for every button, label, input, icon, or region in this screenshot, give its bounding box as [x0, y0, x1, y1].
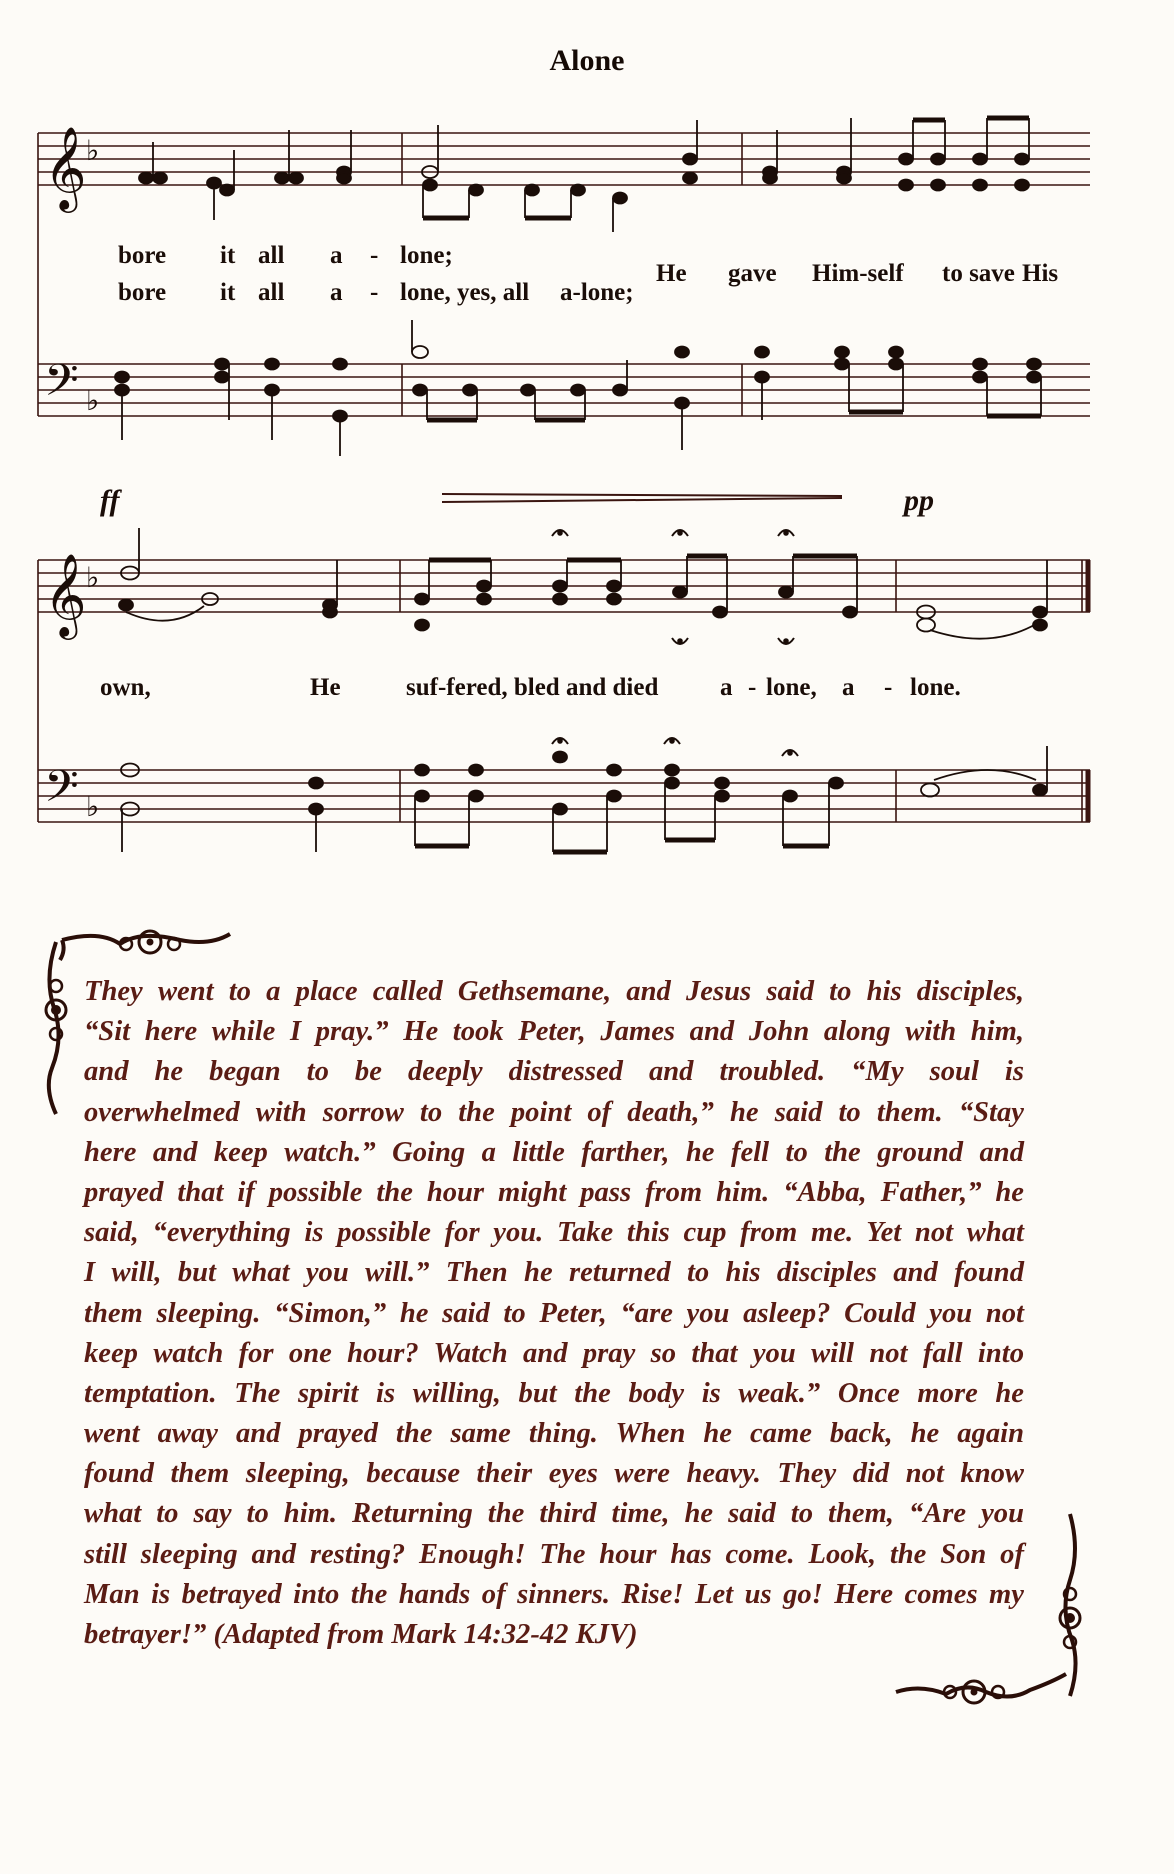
lyric: lone;	[400, 242, 453, 269]
fermatas	[552, 530, 798, 756]
lyric: lone,	[766, 674, 817, 701]
lyric: Him-self	[812, 260, 904, 287]
lyric: it	[220, 279, 236, 306]
bass-clef-icon: 𝄢	[44, 354, 79, 417]
lyric: suf-fered, bled and died	[406, 674, 659, 701]
lyric: -	[748, 674, 757, 701]
scroll-ornament-icon	[36, 938, 76, 1118]
flat-icon: ♭	[86, 384, 100, 417]
lyric: to save	[942, 260, 1015, 287]
scroll-ornament-icon	[890, 1664, 1080, 1714]
dynamic-ff: ff	[100, 484, 120, 517]
treble-clef-icon: 𝄞	[44, 125, 87, 209]
bass-clef-icon: 𝄢	[44, 760, 79, 823]
passage-line: temptation. The spirit is willing, but the body is weak.” Once more he	[84, 1377, 1024, 1409]
lyric: He	[656, 260, 687, 287]
system1-bass-staff	[38, 364, 1090, 416]
notes-s2-bass	[121, 746, 1047, 852]
passage-line: went away and prayed the same thing. When he came back, he again	[84, 1418, 1024, 1450]
page-title: Alone	[549, 44, 625, 77]
lyric: He	[310, 674, 341, 701]
passage-line: prayed that if possible the hour might pass from him. “Abba, Father,” he	[84, 1176, 1024, 1208]
scripture-passage	[84, 972, 1024, 1655]
notes-s1-bass	[115, 320, 1041, 456]
lyric: all	[258, 279, 285, 306]
dynamic-pp: pp	[904, 484, 934, 517]
passage-line: Man is betrayed into the hands of sinners. Rise! Let us go! Here comes my	[84, 1578, 1024, 1610]
lyric: a	[842, 674, 855, 701]
passage-line: here and keep watch.” Going a little farther, he fell to the ground and	[84, 1136, 1024, 1168]
lyric: a	[330, 279, 343, 306]
passage-line: overwhelmed with sorrow to the point of death,” he said to them. “Stay	[84, 1096, 1024, 1128]
flat-icon: ♭	[86, 134, 100, 167]
lyric: it	[220, 242, 236, 269]
passage-line: found them sleeping, because their eyes were heavy. They did not know	[84, 1458, 1024, 1490]
passage-line: I will, but what you will.” Then he returned to his disciples and found	[84, 1257, 1024, 1289]
treble-clef-icon: 𝄞	[44, 552, 87, 636]
lyric: lone, yes, all	[400, 279, 530, 306]
flat-icon: ♭	[86, 790, 100, 823]
passage-line: and he began to be deeply distressed and troubled. “My soul is	[84, 1056, 1024, 1088]
lyric: a-lone;	[560, 279, 634, 306]
lyric: a	[330, 242, 343, 269]
lyric: lone.	[910, 674, 961, 701]
lyric: own,	[100, 674, 151, 701]
passage-line: They went to a place called Gethsemane, and Jesus said to his disciples,	[84, 976, 1024, 1007]
lyric: -	[370, 279, 379, 306]
passage-line: betrayer!” (Adapted from Mark 14:32-42 KJV)	[84, 1619, 638, 1650]
passage-line: keep watch for one hour? Watch and pray so that you will not fall into	[84, 1337, 1024, 1369]
lyric: gave	[728, 260, 777, 287]
lyric: all	[258, 242, 285, 269]
passage-line: them sleeping. “Simon,” he said to Peter, “are you asleep? Could you not	[84, 1297, 1024, 1329]
lyric: bore	[118, 242, 167, 269]
notes-s1-treble	[139, 118, 1029, 232]
passage-line: still sleeping and resting? Enough! The hour has come. Look, the Son of	[84, 1538, 1024, 1570]
sheet-music	[0, 0, 1174, 900]
passage-line: “Sit here while I pray.” He took Peter, James and John along with him,	[84, 1016, 1024, 1048]
lyric: -	[370, 242, 379, 269]
lyric: a	[720, 674, 733, 701]
passage-line: said, “everything is possible for you. Take this cup from me. Yet not what	[84, 1217, 1024, 1249]
lyric: bore	[118, 279, 167, 306]
lyric: -	[884, 674, 893, 701]
lyric: His	[1022, 260, 1059, 287]
flat-icon: ♭	[86, 561, 100, 594]
passage-line: what to say to him. Returning the third time, he said to them, “Are you	[84, 1498, 1024, 1530]
notes-s2-treble	[119, 528, 1047, 639]
